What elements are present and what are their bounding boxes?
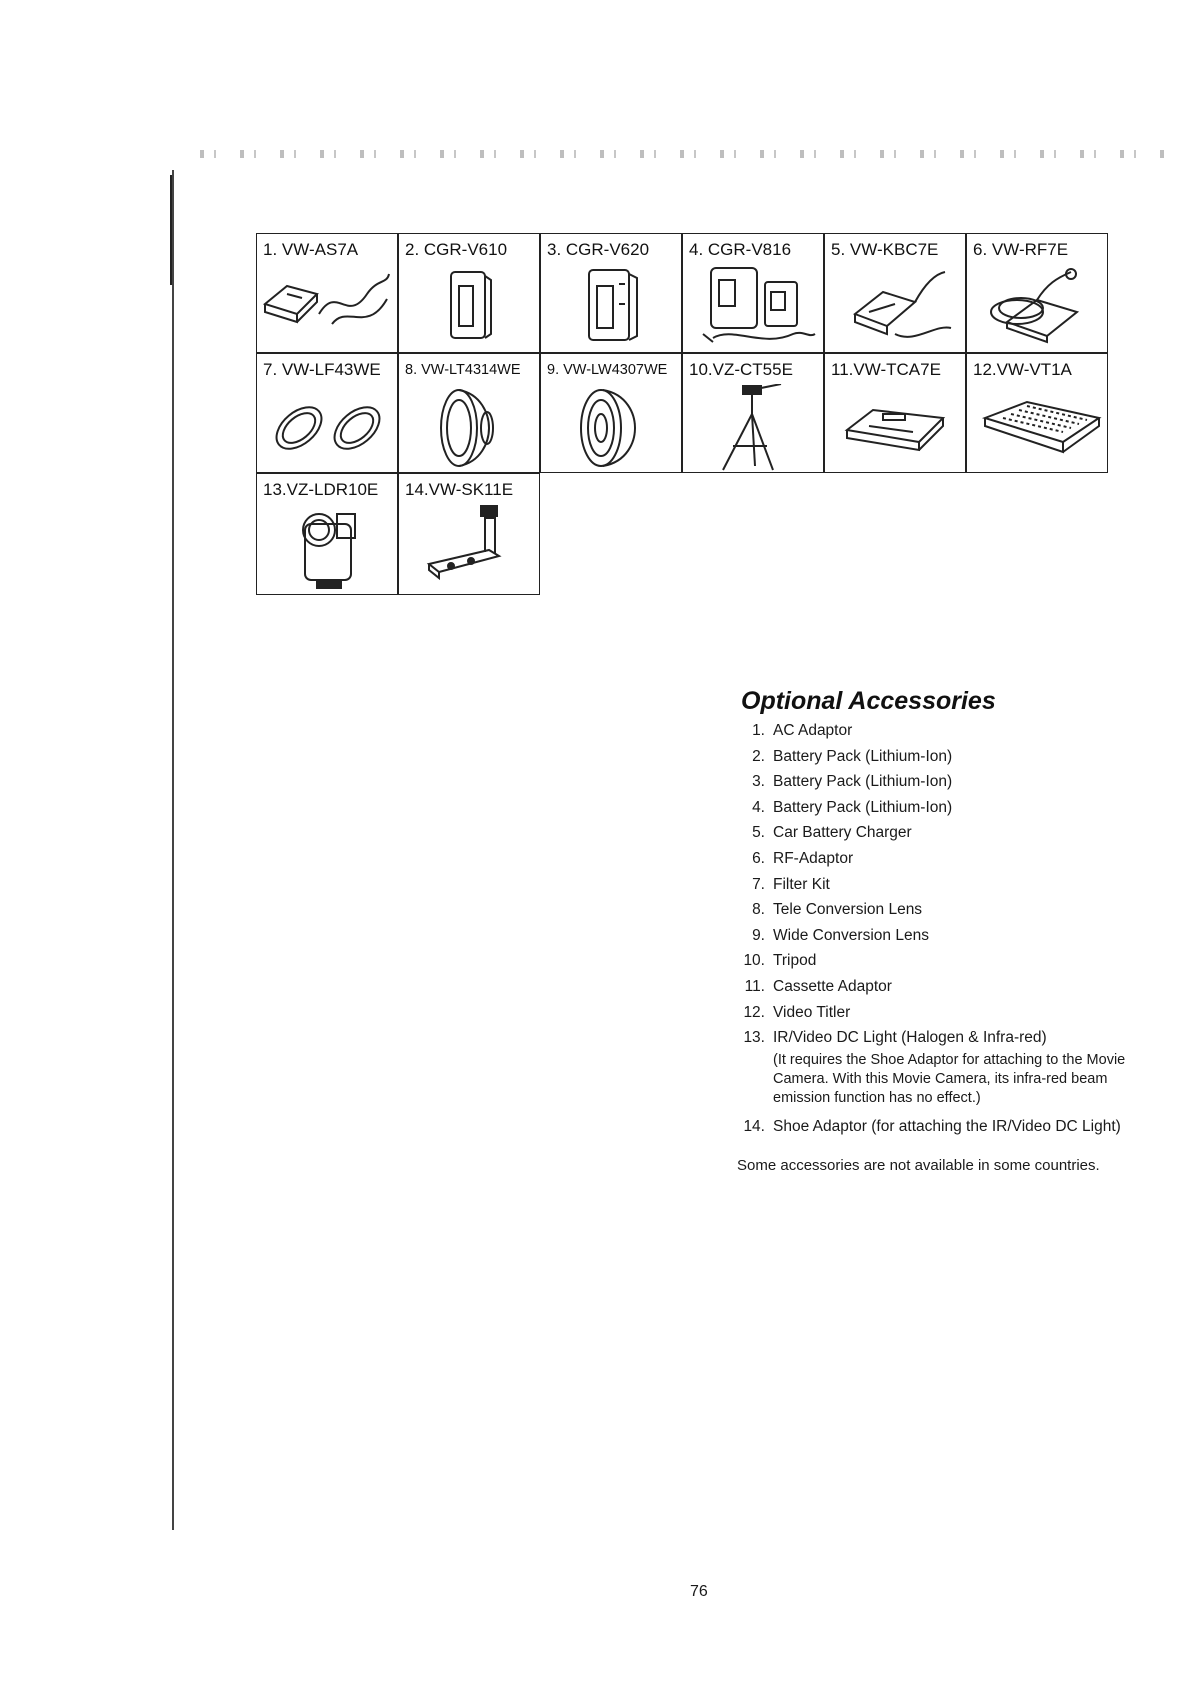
list-item: [735, 820, 1155, 846]
accessory-cell-1: [256, 233, 398, 353]
list-item-number: 11.: [744, 977, 765, 995]
list-item: [735, 744, 1155, 770]
list-item: [735, 872, 1155, 898]
battery-small-icon: [399, 264, 539, 352]
accessory-cell-13: [256, 473, 398, 595]
accessory-label: 2. CGR-V610: [405, 240, 508, 259]
list-item-number: 13.: [743, 1029, 765, 1047]
filter-kit-icon: [257, 384, 397, 472]
list-item-text: Wide Conversion Lens: [773, 926, 929, 944]
list-item-text: Car Battery Charger: [773, 824, 912, 842]
list-item: [735, 923, 1155, 949]
cassette-adaptor-icon: [825, 384, 965, 472]
list-item-text: Battery Pack (Lithium-Ion): [773, 747, 953, 765]
list-item: [735, 974, 1155, 1000]
list-item-text: Tripod: [773, 952, 817, 970]
accessory-cell-9: [540, 353, 682, 473]
accessory-cell-4: [682, 233, 824, 353]
accessory-label: 4. CGR-V816: [689, 240, 792, 259]
accessory-label: 3. CGR-V620: [547, 240, 650, 259]
accessory-label: 8. VW-LT4314WE: [405, 362, 521, 378]
accessory-list: [735, 718, 1155, 1139]
accessory-label: 1. VW-AS7A: [263, 240, 359, 259]
list-item-text: Filter Kit: [773, 875, 830, 893]
list-item-number: 3.: [752, 773, 765, 791]
accessory-cell-6: [966, 233, 1108, 353]
list-item-text: Battery Pack (Lithium-Ion): [773, 798, 953, 816]
rf-adaptor-icon: [967, 264, 1107, 352]
accessory-cell-10: [682, 353, 824, 473]
accessory-cell-3: [540, 233, 682, 353]
list-item: [735, 769, 1155, 795]
accessory-cell-7: [256, 353, 398, 473]
tele-lens-icon: [399, 384, 539, 472]
list-item-number: 5.: [752, 824, 765, 842]
accessory-label: 11.VW-TCA7E: [831, 360, 941, 379]
scan-dotted-line: [200, 150, 1170, 158]
list-item-number: 12.: [743, 1003, 765, 1021]
list-item: [735, 1000, 1155, 1026]
wide-lens-icon: [541, 384, 681, 472]
ac-adaptor-icon: [257, 264, 397, 352]
accessory-label: 7. VW-LF43WE: [263, 360, 381, 379]
accessory-label: 10.VZ-CT55E: [689, 360, 793, 379]
accessory-cell-5: [824, 233, 966, 353]
list-item: [735, 948, 1155, 974]
list-item-number: 7.: [752, 875, 765, 893]
tripod-icon: [683, 384, 823, 472]
list-item: [735, 718, 1155, 744]
accessory-cell-12: [966, 353, 1108, 473]
list-item-number: 8.: [752, 901, 765, 919]
scan-margin-line: [172, 170, 174, 1530]
accessory-label: 12.VW-VT1A: [973, 360, 1072, 379]
list-item-number: 1.: [752, 722, 765, 739]
list-item: [735, 1025, 1155, 1114]
battery-large-icon: [683, 264, 823, 352]
list-item-number: 6.: [752, 849, 765, 867]
list-item-text: Shoe Adaptor (for attaching the IR/Video DC Light): [773, 1117, 1121, 1135]
page-number: 76: [690, 1583, 708, 1600]
accessory-cell-14: [398, 473, 540, 595]
list-item: [735, 795, 1155, 821]
shoe-adaptor-icon: [399, 504, 539, 592]
list-item-number: 9.: [752, 926, 765, 944]
list-item-number: 2.: [752, 747, 765, 765]
car-charger-icon: [825, 264, 965, 352]
accessory-label: 5. VW-KBC7E: [831, 240, 939, 259]
video-titler-icon: [967, 384, 1107, 472]
list-item-text: RF-Adaptor: [773, 849, 854, 867]
accessory-label: 9. VW-LW4307WE: [547, 362, 668, 378]
list-item: [735, 1114, 1155, 1140]
list-item-text: Battery Pack (Lithium-Ion): [773, 773, 953, 791]
list-item-note: (It requires the Shoe Adaptor for attaching to the Movie Camera. With this Movie Camera, its infra-red beam emission function has no effect.): [773, 1051, 1126, 1106]
availability-note: Some accessories are not available in some countries.: [737, 1157, 1100, 1174]
dc-light-icon: [257, 504, 397, 592]
accessory-label: 13.VZ-LDR10E: [263, 480, 379, 499]
battery-medium-icon: [541, 264, 681, 352]
list-item-number: 10.: [743, 952, 765, 970]
list-item: [735, 846, 1155, 872]
list-item-number: 14.: [743, 1117, 765, 1135]
accessory-label: 6. VW-RF7E: [973, 240, 1069, 259]
list-item-text: Cassette Adaptor: [773, 977, 892, 995]
section-title: Optional Accessories: [741, 687, 996, 715]
accessory-label: 14.VW-SK11E: [405, 480, 514, 499]
list-item-text: Tele Conversion Lens: [773, 901, 923, 919]
accessory-cell-8: [398, 353, 540, 473]
accessory-cell-2: [398, 233, 540, 353]
list-item-text: Video Titler: [773, 1003, 851, 1021]
list-item-text: IR/Video DC Light (Halogen & Infra-red): [773, 1029, 1047, 1047]
accessory-cell-11: [824, 353, 966, 473]
list-item-number: 4.: [752, 798, 765, 816]
list-item-text: AC Adaptor: [773, 722, 853, 739]
list-item: [735, 897, 1155, 923]
